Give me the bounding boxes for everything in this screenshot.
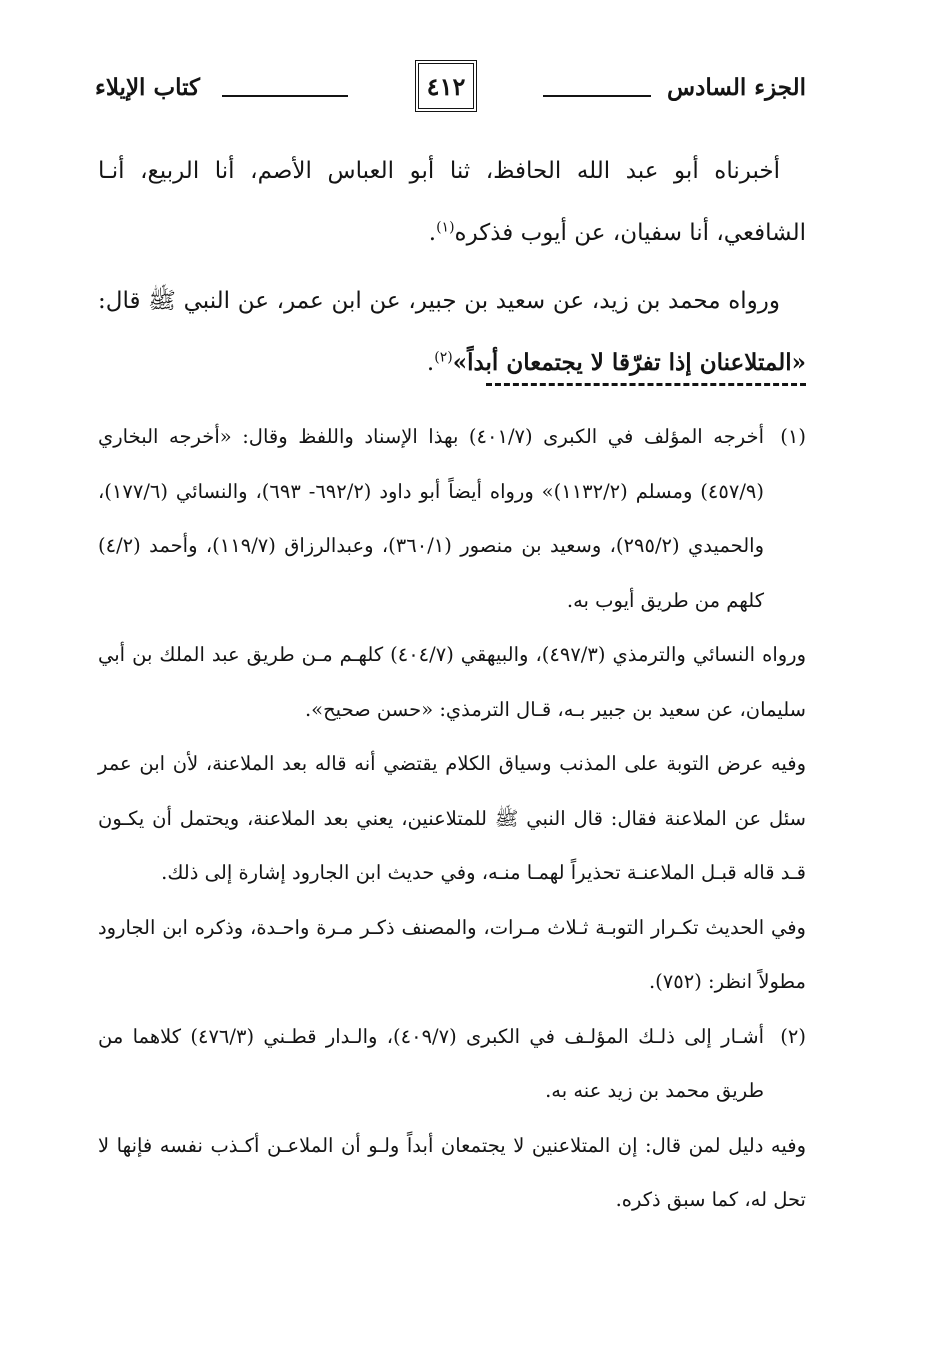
footnote-line: وذكره ابن الجارود مطولاً انظر: (٧٥٢). xyxy=(98,915,806,993)
footnote-line: «حسن صحيح». xyxy=(304,697,434,721)
footnote-2-commentary xyxy=(98,1119,806,1228)
footnote-mark-1[interactable]: (١) xyxy=(436,219,455,236)
footnote-line: وفيه دليل لمن قال: إن المتلاعنين لا يجتمعان أبداً ولـو أن الملاعـن أكـذب xyxy=(210,1133,807,1157)
footnote-line: وفي الحديث تكـرار التوبـة ثـلاث مـرات، والمصنف ذكـر مـرة واحـدة، xyxy=(250,915,806,939)
paragraph-line: ورواه محمد بن زيد، عن سعيد بن جبير، عن ابن عمر، عن النبي xyxy=(183,288,781,314)
footnote-line: أشـار إلى ذلـك المؤلـف في الكبرى (٤٠٩/٧)، والـدار قطـني (٤٧٦/٣) xyxy=(190,1024,764,1048)
volume-title: الجزء السادس xyxy=(667,74,806,101)
footnote-line: وفيه عرض التوبة على المذنب وسياق الكلام يقتضي أنه قاله بعد الملاعنة، xyxy=(205,752,806,775)
footnote-line: ٦٩٣)، والنسائي (١٧٧/٦)، والحميدي (٢٩٥/٢)، وسعيد بن منصور xyxy=(98,479,764,557)
prophet-salutation-prefix: ﷺ قال: xyxy=(98,288,176,314)
footnote-1-commentary-2 xyxy=(98,901,806,1010)
paragraph-line: أخبرناه أبو عبد الله الحافظ، ثنا أبو العباس الأصم، أنا الربيع، أنـا xyxy=(98,158,780,184)
footnote-number: (٢) xyxy=(780,1024,806,1048)
header-rule-right xyxy=(543,95,651,97)
running-header xyxy=(95,60,806,120)
footnote-number: (١) xyxy=(780,425,806,448)
book-title: كتاب الإيلاء xyxy=(95,74,201,101)
footnote-line: كلاهما من طريق محمد بن زيد عنه به. xyxy=(98,1024,764,1102)
paragraph-2 xyxy=(98,270,806,394)
hadith-text: «المتلاعنان إذا تفرّقا لا يجتمعان أبداً» xyxy=(452,349,806,376)
footnote-1-commentary xyxy=(98,737,806,901)
footnote-1 xyxy=(98,410,806,628)
main-text xyxy=(98,140,806,394)
footnote-line: نفسه فإنها لا تحل له، كما سبق ذكره. xyxy=(98,1133,806,1211)
footnote-1-continuation xyxy=(98,628,806,737)
page-number: ٤١٢ xyxy=(415,60,477,112)
header-rule-left xyxy=(222,95,348,97)
footnote-2 xyxy=(98,1010,806,1119)
footnote-line: ورواه النسائي والترمذي (٤٩٧/٣)، والبيهقي (٤٠٤/٧) كلهـم مـن xyxy=(301,643,806,666)
sentence-end: . xyxy=(428,220,437,246)
sentence-end: . xyxy=(426,350,435,376)
footnote-mark-2[interactable]: (٢) xyxy=(434,349,453,366)
footnote-line: طريق عبد الملك بن أبي سليمان، عن سعيد بن جبير بـه، قـال الترمذي: xyxy=(98,643,806,721)
footnote-line: الملاعنة، ويحتمل أن يكـون قـد قاله قبـل الملاعنـة تحذيراً لهمـا منـه، وفي xyxy=(98,806,806,884)
paragraph-line: الشافعي، أنا سفيان، عن أيوب فذكره xyxy=(454,220,806,246)
footnote-line: لأن ابن عمر سئل عن الملاعنة فقال: قال النبي ﷺ للمتلاعنين، يعني بعد xyxy=(98,752,806,830)
paragraph-1 xyxy=(98,140,806,264)
footnote-line: (٣٦٠/١)، وعبدالرزاق (١١٩/٧)، وأحمد (٤/٢) كلهم من طريق أيوب به. xyxy=(98,534,764,612)
footnote-line: البخاري (٤٥٧/٩) ومسلم (١١٣٢/٢)» ورواه أيضاً أبو داود (٦٩٢/٢- xyxy=(98,425,764,503)
footnote-line: أخرجه المؤلف في الكبرى (٤٠١/٧) بهذا الإسناد واللفظ وقال: «أخرجه xyxy=(169,425,764,448)
footnote-line: حديث ابن الجارود إشارة إلى ذلك. xyxy=(161,861,435,884)
footnotes xyxy=(98,410,806,1228)
footnote-separator xyxy=(486,383,806,386)
